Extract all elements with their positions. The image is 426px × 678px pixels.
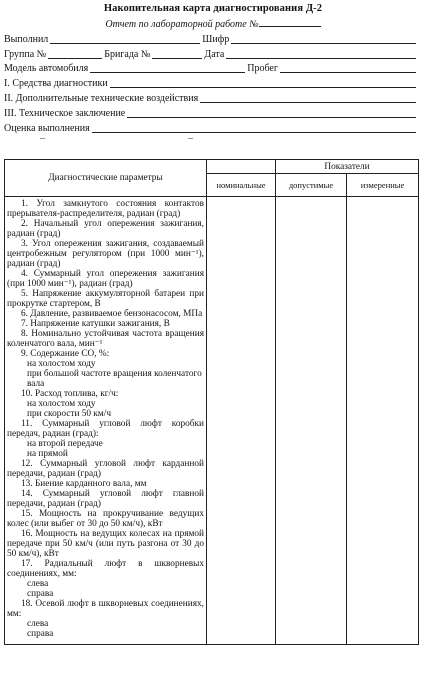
grade-field[interactable] [92,122,416,133]
permissible-values-cell[interactable] [276,197,347,645]
parameter-item: 15. Мощность на прокручивание ведущих колес (или выбег от 30 до 50 км/ч), кВт [7,509,204,529]
label-mileage: Пробег [247,63,278,75]
parameter-subitem: на прямой [27,449,68,459]
dash-mark: – [40,133,45,144]
parameter-subitem: на второй передаче [27,439,103,449]
parameter-item: 16. Мощность на ведущих колесах на прямой передаче при 50 км/ч (или путь разгона от 30 до 50 км/ч), кВт [7,529,204,559]
subtitle-text: Отчет по лабораторной работе № [105,19,259,30]
parameter-item: 4. Суммарный угол опережения зажигания (при 1000 мин⁻¹), радиан (град) [7,269,204,289]
header-diagnostic-params: Диагностические параметры [5,160,207,197]
parameter-item: 11. Суммарный угловой люфт коробки передач, радиан (град): [7,419,204,439]
parameter-subitem: при большой частоте вращения коленчатого вала [27,369,202,389]
parameter-item: 2. Начальный угол опережения зажигания, радиан (град) [7,219,204,239]
row-conclusion [4,104,418,119]
label-conclusion: III. Техническое заключение [4,107,126,119]
header-indicators: Показатели [276,160,419,174]
diagnostic-table [4,159,419,645]
mileage-field[interactable] [280,62,416,73]
parameter-item: 1. Угол замкнутого состояния контактов прерывателя-распределителя, радиан (град) [7,199,204,219]
parameter-item: 5. Напряжение аккумуляторной батареи при прокрутке стартером, В [7,289,204,309]
label-car-model: Модель автомобиля [4,63,89,75]
params-list [5,197,206,639]
row-group [4,45,418,60]
label-additional-actions: II. Дополнительные технические воздействия [4,92,199,104]
parameter-item: 10. Расход топлива, кг/ч: [21,389,119,399]
code-field[interactable] [231,33,416,44]
additional-actions-field[interactable] [200,92,416,103]
header-permissible: допустимые [276,174,347,197]
label-code: Шифр [202,33,230,45]
group-field[interactable] [48,48,102,59]
header-nominal: номинальные [207,174,276,197]
car-model-field[interactable] [90,62,245,73]
diagnostic-tools-field[interactable] [110,77,416,88]
parameter-item: 18. Осевой люфт в шкворневых соединениях, мм: [7,599,204,619]
parameter-subitem: слева [27,579,49,589]
header-indicators-gap [207,160,276,174]
parameter-subitem: слева [27,619,49,629]
team-field[interactable] [152,48,202,59]
measured-values-cell[interactable] [347,197,419,645]
row-car-model [4,60,418,75]
parameter-subitem: на холостом ходу [27,359,96,369]
dash-mark: – [188,133,193,144]
lab-number-field[interactable] [259,17,321,27]
label-team: Бригада № [104,48,151,60]
date-field[interactable] [226,48,416,59]
row-grade [4,119,418,134]
row-diagnostic-tools [4,74,418,89]
params-cell [5,197,207,645]
row-performed-by [4,30,418,45]
parameter-item: 14. Суммарный угловой люфт главной передачи, радиан (град) [7,489,204,509]
parameter-subitem: справа [27,589,54,599]
parameter-item: 8. Номинально устойчивая частота вращения коленчатого вала, мин⁻¹ [7,329,204,349]
label-grade: Оценка выполнения [4,122,90,134]
header-measured: измеренные [347,174,419,197]
performed-by-field[interactable] [50,33,200,44]
label-date: Дата [204,48,225,60]
label-diagnostic-tools: I. Средства диагностики [4,78,108,90]
document-title: Накопительная карта диагностирования Д-2 [103,3,323,14]
parameter-item: 7. Напряжение катушки зажигания, В [21,319,170,329]
parameter-item: 3. Угол опережения зажигания, создаваемый центробежным регулятором (при 1000 мин⁻¹), радиан (град) [7,239,204,269]
parameter-subitem: при скорости 50 км/ч [27,409,112,419]
nominal-values-cell[interactable] [207,197,276,645]
conclusion-field[interactable] [127,107,416,118]
header-fields [4,30,418,134]
label-performed-by: Выполнил [4,33,49,45]
parameter-item: 13. Биение карданного вала, мм [21,479,147,489]
parameter-item: 9. Содержание СО, %: [21,349,110,359]
row-additional-actions [4,89,418,104]
report-subtitle [0,17,426,30]
parameter-subitem: справа [27,629,54,639]
parameter-item: 12. Суммарный угловой люфт карданной передачи, радиан (град) [7,459,204,479]
parameter-subitem: на холостом ходу [27,399,96,409]
label-group: Группа № [4,48,47,60]
parameter-item: 17. Радиальный люфт в шкворневых соединениях, мм: [7,559,204,579]
parameter-item: 6. Давление, развиваемое бензонасосом, МПа [21,309,203,319]
